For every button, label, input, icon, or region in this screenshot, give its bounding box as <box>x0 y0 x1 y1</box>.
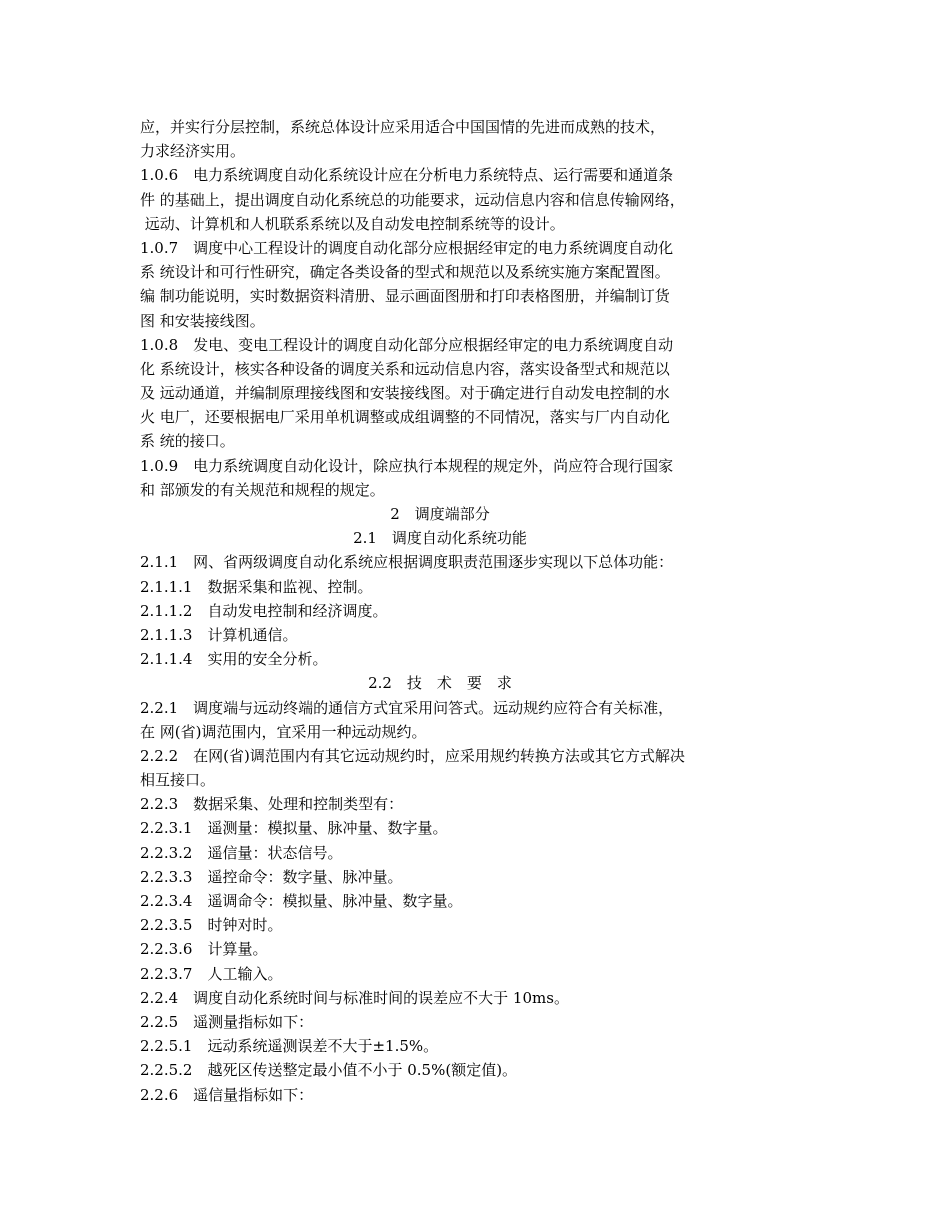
text-line: 2.2.3.6 计算量。 <box>140 940 268 959</box>
text-line: 1.0.6 电力系统调度自动化系统设计应在分析电力系统特点、运行需要和通道条 <box>140 166 674 185</box>
text-line: 2.2.2 在网(省)调范围内有其它远动规约时，应采用规约转换方法或其它方式解决 <box>140 746 685 765</box>
text-line: 图 和安装接线图。 <box>140 311 265 330</box>
section-heading: 2.2 技 术 要 求 <box>368 674 512 693</box>
text-line: 系 统的接口。 <box>140 432 235 451</box>
text-line: 2.1.1 网、省两级调度自动化系统应根据调度职责范围逐步实现以下总体功能： <box>140 553 674 572</box>
text-line: 在 网(省)调范围内，宜采用一种远动规约。 <box>140 722 427 741</box>
text-line: 2.2.6 遥信量指标如下： <box>140 1085 314 1104</box>
text-line: 件 的基础上，提出调度自动化系统总的功能要求，远动信息内容和信息传输网络， <box>140 190 685 209</box>
text-line: 1.0.9 电力系统调度自动化设计，除应执行本规程的规定外，尚应符合现行国家 <box>140 456 674 475</box>
text-line: 火 电厂，还要根据电厂采用单机调整或成组调整的不同情况，落实与厂内自动化 <box>140 408 670 427</box>
text-line: 系 统设计和可行性研究，确定各类设备的型式和规范以及系统实施方案配置图。 <box>140 263 670 282</box>
text-line: 2.2.4 调度自动化系统时间与标准时间的误差应不大于 10ms。 <box>140 988 569 1007</box>
text-line: 2.1.1.4 实用的安全分析。 <box>140 650 328 669</box>
text-line: 远动、计算机和人机联系系统以及自动发电控制系统等的设计。 <box>140 214 565 233</box>
text-line: 2.2.5.1 远动系统遥测误差不大于±1.5%。 <box>140 1037 439 1056</box>
text-line: 1.0.8 发电、变电工程设计的调度自动化部分应根据经审定的电力系统调度自动 <box>140 335 674 354</box>
text-line: 力求经济实用。 <box>140 142 246 161</box>
text-line: 和 部颁发的有关规范和规程的规定。 <box>140 480 385 499</box>
text-line: 2.2.3.4 遥调命令：模拟量、脉冲量、数字量。 <box>140 892 463 910</box>
text-line: 化 系统设计，核实各种设备的调度关系和远动信息内容，落实设备型式和规范以 <box>140 359 670 378</box>
text-line: 2.2.3.7 人工输入。 <box>140 964 283 983</box>
section-heading: 2 调度端部分 <box>390 505 490 523</box>
document-page <box>140 115 740 1107</box>
text-line: 2.2.5 遥测量指标如下： <box>140 1012 314 1031</box>
text-line: 编 制功能说明，实时数据资料清册、显示画面图册和打印表格图册，并编制订货 <box>140 287 670 306</box>
section-heading: 2.1 调度自动化系统功能 <box>353 529 527 548</box>
text-line: 2.1.1.1 数据采集和监视、控制。 <box>140 577 373 596</box>
text-line: 2.2.5.2 越死区传送整定最小值不小于 0.5%(额定值)。 <box>140 1061 518 1080</box>
text-line: 相互接口。 <box>140 771 216 790</box>
text-line: 及 远动通道，并编制原理接线图和安装接线图。对于确定进行自动发电控制的水 <box>140 384 670 403</box>
text-line: 2.2.3.3 遥控命令：数字量、脉冲量。 <box>140 867 403 886</box>
text-line: 应，并实行分层控制，系统总体设计应采用适合中国国情的先进而成熟的技术， <box>140 118 666 136</box>
text-line: 2.2.1 调度端与远动终端的通信方式宜采用问答式。远动规约应符合有关标准， <box>140 698 674 717</box>
text-line: 2.1.1.2 自动发电控制和经济调度。 <box>140 601 388 620</box>
text-line: 2.2.3.1 遥测量：模拟量、脉冲量、数字量。 <box>140 819 448 838</box>
text-line: 2.2.3.2 遥信量：状态信号。 <box>140 843 343 862</box>
text-line: 2.2.3 数据采集、处理和控制类型有： <box>140 795 404 814</box>
text-line: 2.2.3.5 时钟对时。 <box>140 916 283 935</box>
text-line: 1.0.7 调度中心工程设计的调度自动化部分应根据经审定的电力系统调度自动化 <box>140 238 674 257</box>
text-line: 2.1.1.3 计算机通信。 <box>140 625 298 644</box>
